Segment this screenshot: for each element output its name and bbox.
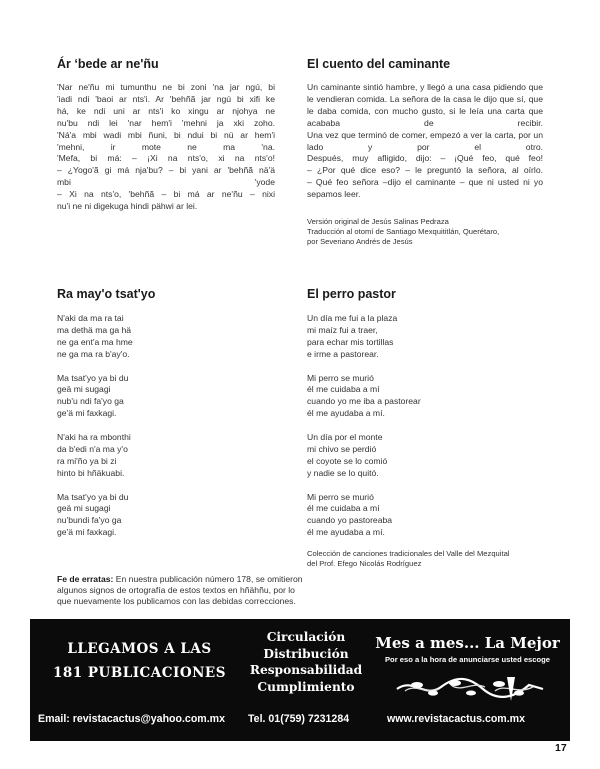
verse-line: él me cuidaba a mí [307, 503, 380, 514]
text-line: acababa de recibir. [307, 117, 543, 128]
verse-line: e irme a pastorear. [307, 348, 379, 359]
poem-stanza [307, 492, 543, 540]
errata-label: Fe de erratas: [57, 574, 114, 584]
text-line: por Severiano Andrés de Jesús [307, 237, 413, 247]
banner-subslogan: Por eso a la hora de anunciarse usted escoge [384, 655, 551, 664]
verse-line: ge'ä mi faxkagi. [57, 527, 117, 538]
banner-milestone-line: LLEGAMOS A LAS [67, 641, 212, 657]
verse-line: ma dethä ma ga hä [57, 324, 132, 335]
banner-website: www.revistacactus.com.mx [387, 713, 525, 725]
verse-line: N'aki ha ra mbonthi [57, 432, 131, 443]
text-line: Versión original de Jesús Salinas Pedraza [307, 217, 449, 226]
banner-phone: Tel. 01(759) 7231284 [248, 713, 350, 725]
text-line: Colección de canciones tradicionales del Valle del Mezquital [307, 549, 510, 558]
errata-line: que nuevamente los publicamos con las debidas correcciones. [57, 596, 296, 607]
verse-line: él me ayudaba a mí. [307, 408, 385, 419]
verse-line: Mi perro se murió [307, 491, 374, 502]
text-line: 'Ná'a mbi wadi mbi ñuni, bi ndui bi nü ar hem'i [57, 129, 275, 140]
banner-values [242, 629, 370, 695]
cactus-vine-icon [395, 673, 545, 703]
banner-milestone [42, 637, 237, 685]
text-line: del Prof. Efego Nicolás Rodríguez [307, 559, 422, 569]
verse-line: y nadie se lo quitó. [307, 467, 379, 478]
verse-line: Ma tsat'yo ya bi du [57, 372, 129, 383]
verse-line: mi chivo se perdió [307, 443, 377, 454]
text-line: Un caminante sintió hambre, y llegó a una casa pidiendo que [307, 82, 543, 92]
banner-value: Circulación [266, 630, 346, 644]
poem-stanza [57, 432, 277, 480]
banner-value: Responsabilidad [249, 663, 363, 677]
verse-line: cuando yo me iba a pastorear [307, 396, 421, 407]
text-line: Después, muy afligido, dijo: – ¡Qué feo, qué feo! [307, 153, 543, 164]
verse-line: el coyote se lo comió [307, 455, 388, 466]
text-line: mbi 'yode [57, 177, 275, 188]
advertisement-banner [30, 619, 570, 741]
text-line: – Qué feo señora –dijo el caminante – que ni usted ni yo [307, 177, 543, 188]
poem-body-1 [57, 82, 275, 213]
text-line: Traducción al otomí de Santiago Mexquititlán, Querétaro, [307, 227, 500, 237]
verse-line: él me cuidaba a mí [307, 384, 380, 395]
poem-stanza [57, 373, 277, 421]
verse-line: nub'u ndi fa'yo ga [57, 396, 124, 407]
verse-line: hinto bi hñäkuabi. [57, 467, 125, 478]
poem-body-2 [57, 313, 277, 551]
verse-line: N'aki da ma ra tai [57, 313, 124, 323]
text-line: 'iadi ndi 'baoi ar nts'i. Ar 'behñã jar ngú bi xifi ke [57, 93, 275, 104]
text-line: há, ke ndi uni ar nts'i ko xingu ar njohya ne [57, 105, 275, 116]
banner-value: Cumplimiento [257, 679, 355, 694]
banner-email: Email: revistacactus@yahoo.com.mx [38, 713, 225, 725]
text-line: – Xi na nts'o, 'behñã – bi má ar ne'ñu – nixi [57, 189, 275, 200]
verse-line: cuando yo pastoreaba [307, 515, 393, 526]
text-line: nu'i ne ni digekuga hindi pähwi ar lei. [57, 201, 198, 212]
errata-line: algunos signos de ortografía de estos textos en hñähñu, por lo [57, 585, 295, 596]
text-line: lado y por el otro. [307, 141, 543, 152]
verse-line: mi maíz fui a traer, [307, 324, 378, 335]
verse-line: para echar mis tortillas [307, 336, 394, 347]
text-line: 'Nar ne'ñu mi tumunthu ne bi zoni 'na jar ngú, bi [57, 82, 275, 92]
verse-line: él me ayudaba a mí. [307, 527, 385, 538]
verse-line: da b'edi n'a ma y'o [57, 443, 128, 454]
text-line: nu'bu ndi lei 'nar hem'i 'mehni ja xki zoho. [57, 117, 275, 128]
poem-stanza [57, 313, 277, 361]
verse-line: Mi perro se murió [307, 372, 374, 383]
verse-line: ge'ä mi faxkagi. [57, 408, 117, 419]
text-line: sepamos leer. [307, 189, 361, 200]
story-credits [307, 217, 499, 248]
poem-title-2: Ra may'o tsat'yo [57, 287, 156, 301]
verse-line: ra mi'ño ya bi zi [57, 455, 117, 466]
text-line: le daba comida, con mucho gusto, si le leía una carta que [307, 105, 543, 116]
poem-stanza [307, 373, 543, 421]
poem-stanza [307, 313, 543, 361]
banner-slogan-block [370, 633, 565, 664]
verse-line: Un día por el monte [307, 432, 383, 443]
verse-line: nu'bundi fa'yo ga [57, 515, 122, 526]
story-title: El cuento del caminante [307, 57, 451, 71]
page-number: 17 [555, 742, 567, 754]
poem-credits [307, 549, 509, 569]
errata-note [57, 574, 303, 608]
verse-line: geä mi sugagi [57, 503, 111, 514]
verse-line: Ma tsat'yo ya bi du [57, 491, 129, 502]
banner-milestone-line: 181 PUBLICACIONES [53, 665, 226, 681]
text-line: – ¿Por qué dice eso? – le preguntó la señora, al oírlo. [307, 165, 543, 176]
text-line: Una vez que terminó de comer, empezó a ver la carta, por un [307, 129, 543, 140]
poem-stanza [307, 432, 543, 480]
verse-line: geä mi sugagi [57, 384, 111, 395]
poem-stanza [57, 492, 277, 540]
text-line: – ¿Yogo'ã gi má nja'bu? – bi yani ar 'behñã nä'ä [57, 165, 275, 176]
errata-first-line: En nuestra publicación número 178, se omitieron [113, 574, 303, 584]
banner-slogan: Mes a mes... La Mejor [375, 634, 560, 652]
poem-title-1: Ár ‘bede ar ne'ñu [57, 57, 159, 71]
text-line: le vendieran comida. La señora de la casa le dijo que sí, que [307, 93, 543, 104]
text-line: 'Mefa, bi má: – ¡Xi na nts'o, xi na nts'o! [57, 153, 275, 164]
verse-line: ne ga ent'a ma hme [57, 336, 133, 347]
text-line: 'mehni, ir mote ne ma 'na. [57, 141, 275, 152]
verse-line: ne ga ma ra b'ay'o. [57, 348, 130, 359]
poem-title-3: El perro pastor [307, 287, 396, 301]
verse-line: Un día me fui a la plaza [307, 313, 398, 323]
poem-body-3 [307, 313, 543, 551]
banner-value: Distribución [263, 646, 349, 661]
story-body [307, 82, 543, 201]
